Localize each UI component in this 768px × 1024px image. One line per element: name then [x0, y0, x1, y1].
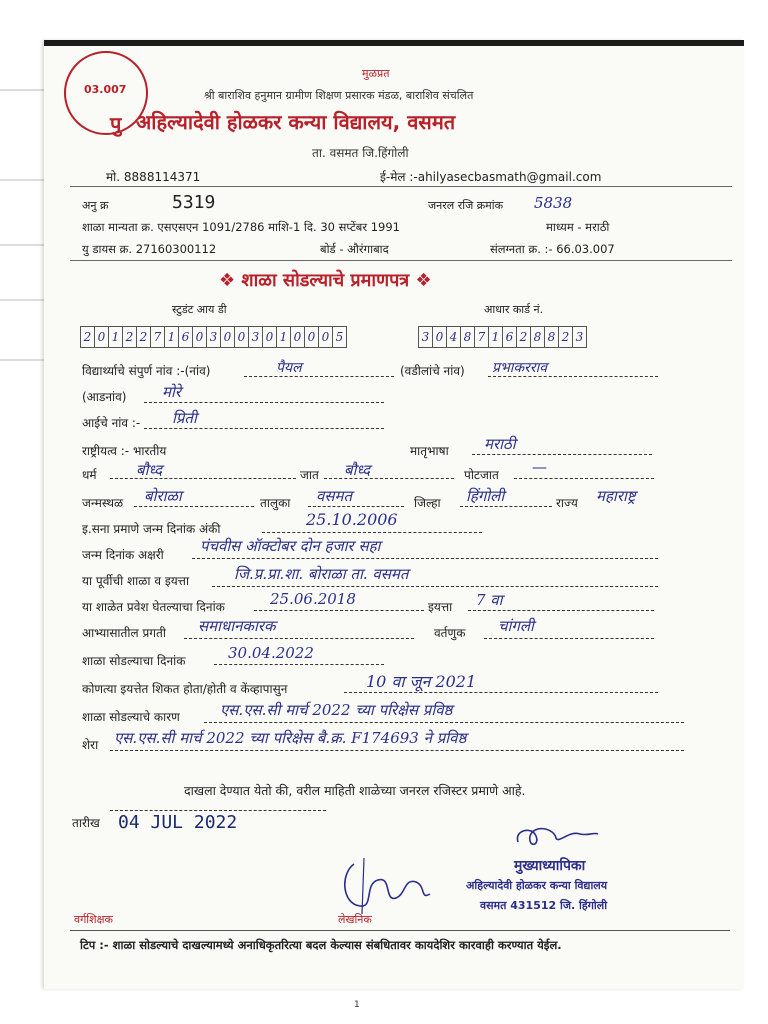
aadhar-boxes [418, 326, 587, 348]
trust-name: श्री बाराशिव हनुमान ग्रामीण शिक्षण प्रसारक मंडळ, बाराशिव संचलित [204, 89, 474, 102]
leaving-certificate [44, 40, 744, 989]
admission-value: 25.06.2018 [270, 590, 356, 608]
progress-value: समाधानकारक [198, 617, 276, 635]
school-address: ता. वसमत जि.हिंगोली [312, 146, 409, 160]
seal-number: 03.007 [84, 83, 127, 96]
reason-value: एस.एस.सी मार्च 2022 च्या परिक्षेस प्रविष्ठ [220, 701, 453, 719]
student-id-digit: 1 [109, 327, 123, 347]
remarks-line [110, 750, 684, 751]
certification-text: दाखला देण्यात येतो की, वरील माहिती शाळेच्या जनरल रजिस्टर प्रमाणे आहे. [184, 783, 526, 798]
udise-text: यु डायस क्र. 27160300112 [82, 242, 217, 256]
affiliation-text: संलग्नता क्र. :- 66.03.007 [490, 242, 615, 256]
register-value: 5838 [534, 194, 573, 212]
student-id-digit: 0 [221, 327, 235, 347]
principal-title: मुख्याध्यापिका [514, 858, 586, 874]
birthplace-value: बोराळा [144, 487, 182, 505]
school-name: अहिल्यादेवी होळकर कन्या विद्यालय, वसमत [136, 110, 456, 134]
student-id-digit: 1 [277, 327, 291, 347]
school-email: ई-मेल :-ahilyasecbasmath@gmail.com [380, 170, 602, 184]
surname-line [144, 402, 384, 403]
class-teacher-label: वर्गशिक्षक [74, 913, 113, 926]
class-since-label: कोणत्या इयत्तेत शिकत होता/होती व केंव्हापासुन [82, 682, 288, 696]
aadhar-digit: 6 [503, 327, 517, 347]
footer-divider [70, 930, 730, 931]
board-text: बोर्ड - औरंगाबाद [320, 242, 389, 256]
student-id-digit: 0 [193, 327, 207, 347]
aadhar-digit: 1 [489, 327, 503, 347]
remarks-label: शेरा [82, 738, 99, 752]
admission-line [254, 610, 424, 611]
student-id-digit: 0 [319, 327, 333, 347]
aadhar-digit: 3 [419, 327, 433, 347]
school-mobile: मो. 8888114371 [106, 170, 201, 184]
student-id-digit: 5 [335, 330, 344, 344]
name-value: पैयल [276, 360, 302, 376]
dob-num-line [262, 532, 482, 533]
district-label: जिल्हा [414, 496, 441, 510]
student-id-digit: 7 [151, 327, 165, 347]
progress-line [184, 638, 414, 639]
caste-value: बौध्द [344, 461, 371, 479]
aadhar-digit: 2 [559, 327, 573, 347]
standard-line [468, 610, 654, 611]
date-label: तारीख [72, 816, 100, 830]
date-stamp: 04 JUL 2022 [118, 812, 238, 833]
principal-signature [510, 822, 600, 854]
student-id-digit: 0 [305, 327, 319, 347]
class-since-value: 10 वा जून 2021 [366, 672, 477, 691]
mother-tongue-line [472, 454, 652, 455]
subcaste-label: पोटजात [464, 468, 499, 482]
footer-note: टिप :- शाळा सोडल्याचे दाखल्यामध्ये अनाधिकृतरित्या बदल केल्यास संबधितावर कायदेशिर कारवाही करण्यात येईल. [80, 938, 562, 952]
student-id-digit: 6 [179, 327, 193, 347]
surname-label: (आडनांव) [82, 390, 127, 404]
birthplace-line [134, 506, 254, 507]
header-divider [70, 186, 732, 187]
caste-label: जात [300, 468, 319, 482]
taluka-line [308, 506, 404, 507]
student-id-digit: 1 [165, 327, 179, 347]
religion-value: बौध्द [136, 461, 163, 479]
state-value: महाराष्ट्र [596, 487, 636, 505]
conduct-line [484, 638, 654, 639]
prev-school-line [212, 586, 658, 587]
district-value: हिंगोली [466, 487, 505, 505]
student-id-digit: 2 [137, 327, 151, 347]
district-line [460, 506, 552, 507]
page-number: 1 [354, 1000, 360, 1010]
mother-value: प्रिती [172, 409, 197, 427]
taluka-label: तालुका [260, 496, 291, 510]
standard-label: इयत्ता [428, 600, 453, 614]
taluka-value: वसमत [316, 487, 353, 505]
clerk-label: लेखनिक [338, 913, 372, 926]
full-name-label: विद्यार्थ्याचे संपुर्ण नांव :-(नांव) [82, 364, 211, 378]
subcaste-line [514, 478, 654, 479]
name-line [244, 376, 394, 377]
meta-divider [70, 260, 732, 261]
standard-value: 7 वा [476, 591, 503, 609]
certificate-title: ❖ शाळा सोडल्याचे प्रमाणपत्र ❖ [219, 270, 432, 291]
class-since-line [344, 692, 658, 693]
dob-words-line [192, 558, 658, 559]
register-label: जनरल रजि क्रमांक [428, 199, 504, 212]
state-label: राज्य [556, 496, 578, 510]
leaving-date-value: 30.04.2022 [228, 644, 314, 662]
aadhar-digit: 8 [545, 327, 559, 347]
dob-num-label: इ.सना प्रमाणे जन्म दिनांक अंकी [82, 522, 221, 536]
dob-words-value: पंचवीस ऑक्टोबर दोन हजार सहा [200, 537, 381, 555]
remarks-value: एस.एस.सी मार्च 2022 च्या परिक्षेस बै.क्र. F174693 ने प्रविष्ठ [114, 729, 467, 747]
principal-place: वसमत 431512 जि. हिंगोली [480, 899, 608, 912]
mother-label: आईचे नांव :- [82, 416, 141, 430]
date-line [110, 810, 326, 811]
student-id-digit: 2 [123, 327, 137, 347]
leaving-date-label: शाळा सोडल्याचा दिनांक [82, 654, 186, 668]
student-id-digit: 0 [263, 327, 277, 347]
aadhar-digit: 8 [531, 327, 545, 347]
aadhar-digit: 0 [433, 327, 447, 347]
subcaste-value: — [532, 458, 547, 476]
mother-tongue-label: मातृभाषा [410, 444, 449, 458]
nationality-text: राष्ट्रीयत्व :- भारतीय [82, 444, 167, 458]
birthplace-label: जन्मस्थळ [82, 496, 124, 510]
student-id-digit: 3 [249, 327, 263, 347]
progress-label: आभ्यासातील प्रगती [82, 626, 166, 640]
aadhar-label: आधार कार्ड नं. [484, 303, 544, 316]
surname-value: मोरे [162, 383, 181, 401]
school-prefix: पु [110, 112, 122, 136]
aadhar-digit: 2 [517, 327, 531, 347]
prev-school-label: या पूर्वीची शाळा व इयत्ता [82, 574, 190, 588]
aadhar-digit: 8 [461, 327, 475, 347]
serial-value: 5319 [172, 192, 216, 213]
student-id-digit: 0 [95, 327, 109, 347]
medium-text: माध्यम - मराठी [546, 220, 610, 234]
conduct-value: चांगली [498, 617, 534, 635]
student-id-label: स्टुडंट आय डी [172, 303, 227, 316]
recognition-text: शाळा मान्यता क्र. एसएसएन 1091/2786 माशि-1 दि. 30 सप्टेंबर 1991 [82, 220, 400, 234]
copy-label: मुळप्रत [362, 67, 390, 80]
student-id-boxes [80, 326, 347, 348]
student-id-digit: 0 [235, 327, 249, 347]
leaving-date-line [214, 664, 384, 665]
student-id-digit: 2 [81, 327, 95, 347]
student-id-digit: 0 [291, 327, 305, 347]
prev-school-value: जि.प्र.प्रा.शा. बोराळा ता. वसमत [234, 565, 409, 583]
aadhar-digit: 3 [575, 330, 584, 344]
aadhar-digit: 7 [475, 327, 489, 347]
clerk-signature [334, 854, 434, 918]
father-label: (वडीलांचे नांव) [400, 364, 465, 378]
principal-school: अहिल्यादेवी होळकर कन्या विद्यालय [466, 879, 608, 892]
reason-line [204, 722, 684, 723]
religion-label: धर्म [82, 468, 97, 482]
mother-tongue-value: मराठी [484, 435, 516, 453]
conduct-label: वर्तणुक [434, 626, 466, 640]
aadhar-digit: 4 [447, 327, 461, 347]
reason-label: शाळा सोडल्याचे कारण [82, 710, 180, 724]
father-value: प्रभाकरराव [492, 360, 548, 376]
mother-line [144, 428, 384, 429]
dob-words-label: जन्म दिनांक अक्षरी [82, 548, 164, 562]
student-id-digit: 3 [207, 327, 221, 347]
dob-num-value: 25.10.2006 [306, 510, 398, 529]
admission-label: या शाळेत प्रवेश घेतल्याचा दिनांक [82, 600, 225, 614]
serial-label: अनु क्र [82, 199, 109, 212]
